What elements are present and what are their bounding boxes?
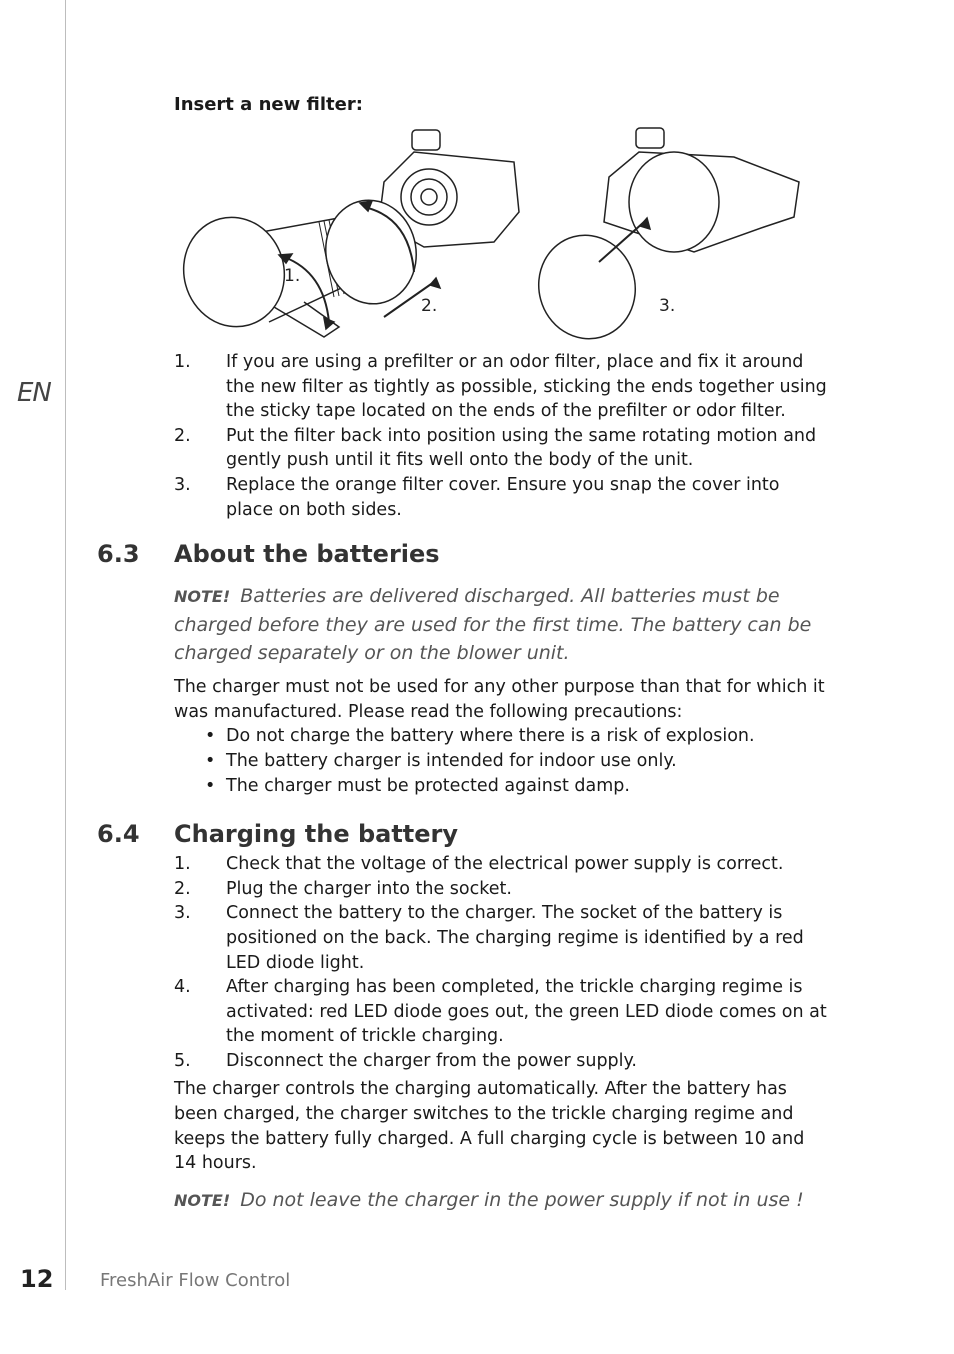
language-tab: EN bbox=[17, 378, 51, 408]
precaution-item bbox=[174, 774, 827, 799]
precautions-list bbox=[174, 724, 827, 798]
step-number: 3. bbox=[174, 474, 191, 495]
precaution-text: The charger must be protected against damp. bbox=[226, 775, 630, 796]
step-text: Check that the voltage of the electrical power supply is correct. bbox=[226, 854, 784, 875]
step-number: 5. bbox=[174, 1050, 191, 1071]
step-text: Plug the charger into the socket. bbox=[226, 878, 512, 899]
filter-drawing bbox=[174, 122, 824, 342]
bullet-icon: • bbox=[205, 726, 216, 747]
page-content bbox=[97, 92, 827, 1215]
note-label: NOTE! bbox=[174, 587, 231, 607]
precaution-text: The battery charger is intended for indoor use only. bbox=[226, 750, 677, 771]
step-text: If you are using a prefilter or an odor filter, place and fix it around the new filter as tightly as possible, sticking the ends together using the sticky tape located on the ends of the prefilter or odor filter. bbox=[226, 352, 827, 422]
precaution-item bbox=[174, 749, 827, 774]
step-number: 3. bbox=[174, 903, 191, 924]
charging-step bbox=[174, 877, 827, 902]
section-heading-batteries bbox=[97, 540, 827, 568]
charging-paragraph: The charger controls the charging automatically. After the battery has been charged, the charger switches to the trickle charging regime and keeps the battery fully charged. A full charging cycle is between 10 and 14 hours. bbox=[174, 1079, 805, 1174]
step-number: 1. bbox=[174, 854, 191, 875]
section-number: 6.4 bbox=[97, 820, 140, 849]
charging-note bbox=[174, 1186, 827, 1215]
insert-step bbox=[174, 424, 827, 473]
batteries-note bbox=[174, 582, 827, 667]
note-label: NOTE! bbox=[174, 1190, 231, 1210]
step-text: Connect the battery to the charger. The socket of the battery is positioned on the back. The charging regime is identified by a red LED diode light. bbox=[226, 903, 804, 973]
charging-step bbox=[174, 1049, 827, 1074]
margin-rule bbox=[65, 0, 66, 1290]
footer-title: FreshAir Flow Control bbox=[100, 1270, 291, 1291]
figure-label-2: 2. bbox=[421, 296, 438, 316]
step-text: Put the filter back into position using the same rotating motion and gently push until it fits well onto the body of the unit. bbox=[226, 425, 817, 471]
section-heading-charging bbox=[97, 820, 827, 848]
page-number: 12 bbox=[20, 1265, 54, 1293]
step-text: After charging has been completed, the trickle charging regime is activated: red LED diode goes out, the green LED diode comes on at the moment of trickle charging. bbox=[226, 977, 827, 1047]
insert-steps-list bbox=[174, 350, 827, 522]
filter-illustration bbox=[174, 122, 824, 342]
insert-step bbox=[174, 473, 827, 522]
figure-label-3: 3. bbox=[659, 296, 676, 316]
charging-step bbox=[174, 852, 827, 877]
bullet-icon: • bbox=[205, 775, 216, 796]
note-text: Do not leave the charger in the power supply if not in use ! bbox=[240, 1188, 804, 1211]
section-number: 6.3 bbox=[97, 540, 140, 569]
step-text: Replace the orange filter cover. Ensure you snap the cover into place on both sides. bbox=[226, 474, 780, 520]
step-number: 2. bbox=[174, 878, 191, 899]
insert-step bbox=[174, 350, 827, 424]
charging-step bbox=[174, 901, 827, 975]
charging-steps-list bbox=[174, 852, 827, 1073]
step-number: 1. bbox=[174, 352, 191, 372]
step-number: 2. bbox=[174, 425, 191, 446]
step-number: 4. bbox=[174, 977, 191, 998]
charging-step bbox=[174, 975, 827, 1049]
figure-label-1: 1. bbox=[284, 266, 301, 286]
note-text: Batteries are delivered discharged. All batteries must be charged before they are used for the first time. The battery can be charged separately or on the blower unit. bbox=[174, 585, 812, 665]
bullet-icon: • bbox=[205, 750, 216, 771]
step-text: Disconnect the charger from the power supply. bbox=[226, 1050, 637, 1071]
precaution-item bbox=[174, 724, 827, 749]
section-title: About the batteries bbox=[174, 540, 440, 569]
section-title: Charging the battery bbox=[174, 820, 459, 849]
precaution-text: Do not charge the battery where there is a risk of explosion. bbox=[226, 726, 755, 747]
batteries-intro: The charger must not be used for any other purpose than that for which it was manufactured. Please read the following precautions: bbox=[174, 677, 825, 722]
insert-filter-title: Insert a new filter: bbox=[174, 94, 363, 115]
